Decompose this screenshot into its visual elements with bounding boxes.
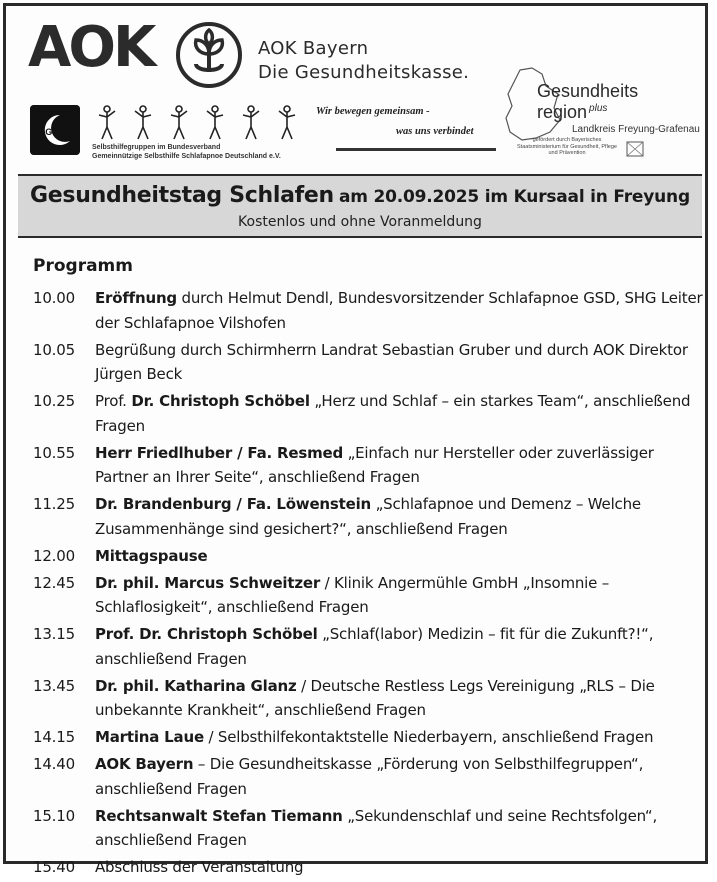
- aok-wordmark: AOK: [28, 15, 154, 80]
- schedule-description: Dr. phil. Katharina Glanz / Deutsche Restless Legs Vereinigung „RLS – Die unbekannte Krankheit“, anschließend Fragen: [95, 676, 655, 719]
- schedule-row: [33, 492, 703, 541]
- schedule-time: 11.25: [33, 495, 75, 513]
- event-banner: [18, 174, 702, 238]
- event-date-location: am 20.09.2025 im Kursaal in Freyung: [338, 187, 690, 207]
- schedule-description: Rechtsanwalt Stefan Tiemann „Sekundenschlaf und seine Rechtsfolgen“, anschließend Fragen: [95, 806, 658, 849]
- gsd-org-line2: Gemeinnützige Selbsthilfe Schlafapnoe Deutschland e.V.: [92, 153, 281, 160]
- gsd-slogan-line1: Wir bewegen gemeinsam -: [316, 106, 430, 117]
- schedule-description: Begrüßung durch Schirmherrn Landrat Sebastian Gruber und durch AOK Direktor Jürgen Beck: [95, 340, 688, 383]
- schedule-time: 15.40: [33, 858, 75, 876]
- gsd-divider: [336, 148, 496, 151]
- schedule-description: Mittagspause: [95, 546, 208, 565]
- region-title-line2: region $^{plus}$: [537, 102, 608, 122]
- gsd-org-line1: Selbsthilfegruppen im Bundesverband: [92, 144, 221, 151]
- schedule-row: [33, 674, 703, 723]
- aok-bayern-label: AOK Bayern: [258, 38, 369, 59]
- stick-figures-icon: [92, 103, 310, 143]
- schedule-row: [33, 571, 703, 620]
- region-district: Landkreis Freyung-Grafenau: [572, 124, 700, 135]
- schedule-time: 10.05: [33, 340, 75, 359]
- aok-tagline: Die Gesundheitskasse.: [258, 62, 470, 83]
- schedule-description: Martina Laue / Selbsthilfekontaktstelle Niederbayern, anschließend Fragen: [95, 728, 654, 746]
- schedule-time: 10.25: [33, 392, 75, 410]
- schedule-description: Prof. Dr. Christoph Schöbel „Herz und Schlaf – ein starkes Team“, anschließend Fragen: [95, 392, 691, 435]
- schedule-description: AOK Bayern – Die Gesundheitskasse „Förderung von Selbsthilfegruppen“, anschließend Fragen: [95, 755, 644, 798]
- program-heading: Programm: [33, 256, 133, 276]
- schedule-row: [33, 725, 703, 750]
- schedule-description: Eröffnung durch Helmut Dendl, Bundesvorsitzender Schlafapnoe GSD, SHG Leiter der Schlafapnoe Vilshofen: [95, 289, 703, 332]
- schedule-description: Dr. Brandenburg / Fa. Löwenstein „Schlafapnoe und Demenz – Welche Zusammenhänge sind gesichert?“, anschließend Fragen: [95, 495, 641, 538]
- schedule-row: [33, 441, 703, 490]
- schedule-description: Prof. Dr. Christoph Schöbel „Schlaf(labor) Medizin – fit für die Zukunft?!“, anschließend Fragen: [95, 625, 654, 668]
- schedule-time: 12.45: [33, 573, 75, 592]
- event-subtitle: Kostenlos und ohne Voranmeldung: [238, 214, 482, 230]
- schedule-time: 14.40: [33, 755, 75, 773]
- schedule-row: [33, 389, 703, 438]
- gsd-logo-icon: [30, 105, 80, 155]
- schedule-description: Dr. phil. Marcus Schweitzer / Klinik Angermühle GmbH „Insomnie – Schlaflosigkeit“, anschließend Fragen: [95, 573, 610, 616]
- schedule-time: 13.15: [33, 625, 75, 643]
- schedule-time: 15.10: [33, 806, 75, 825]
- region-plus-label: plus: [589, 103, 608, 114]
- schedule-description: Herr Friedlhuber / Fa. Resmed „Einfach nur Hersteller oder zuverlässiger Partner an Ihrer Seite“, anschließend Fragen: [95, 443, 654, 486]
- gsd-logo-text: GSD: [45, 127, 65, 137]
- schedule-row: [33, 544, 703, 569]
- gsd-slogan-line2: was uns verbindet: [396, 126, 474, 137]
- flyer-frame: [3, 3, 708, 876]
- schedule-row: [33, 286, 703, 335]
- schedule-time: 12.00: [33, 546, 75, 565]
- schedule-row: [33, 804, 703, 853]
- region-funded-by: gefördert durch Bayerisches Staatsministerium für Gesundheit, Pflege und Prävention: [517, 137, 617, 156]
- schedule-time: 13.45: [33, 676, 75, 695]
- region-title-line1: Gesundheits: [537, 81, 639, 101]
- schedule-row: [33, 338, 703, 387]
- program-schedule: [33, 286, 703, 882]
- schedule-time: 10.55: [33, 443, 75, 462]
- schedule-row: [33, 855, 703, 880]
- aok-tree-emblem-icon: [174, 20, 244, 90]
- schedule-row: [33, 752, 703, 801]
- schedule-row: [33, 622, 703, 671]
- schedule-time: 10.00: [33, 289, 75, 307]
- event-title: Gesundheitstag Schlafen: [30, 183, 334, 208]
- schedule-time: 14.15: [33, 728, 75, 746]
- schedule-description: Abschluss der Veranstaltung: [95, 858, 304, 876]
- bavarian-crest-icon: [624, 140, 646, 158]
- event-title-line: [18, 183, 702, 208]
